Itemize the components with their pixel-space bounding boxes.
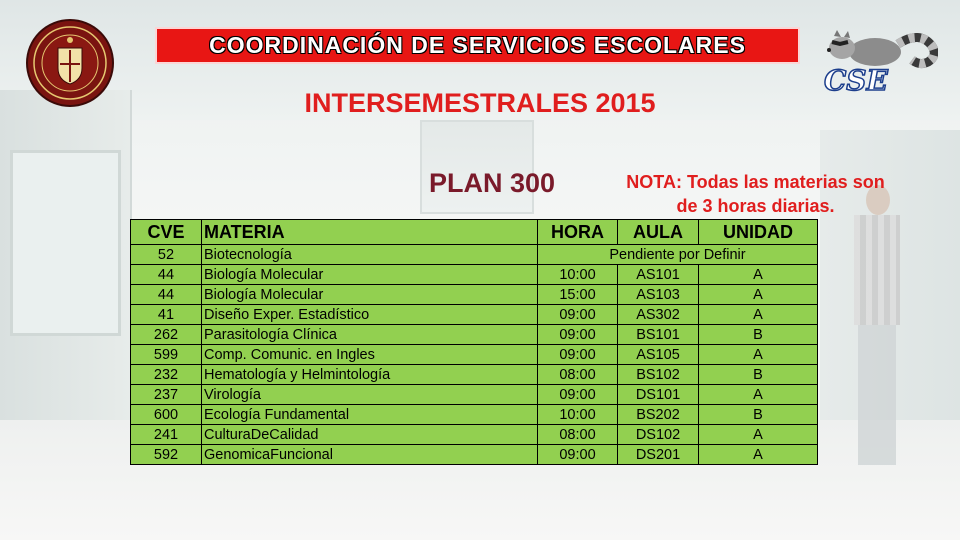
cell-cve: 599 (131, 345, 202, 365)
cell-hora: 09:00 (538, 445, 618, 465)
cell-cve: 262 (131, 325, 202, 345)
table-row (131, 265, 818, 285)
plan-label: PLAN 300 (429, 168, 556, 198)
cell-hora: 09:00 (538, 325, 618, 345)
cell-materia: Hematología y Helmintología (202, 365, 538, 385)
cell-aula: BS202 (618, 405, 699, 425)
cell-materia: Ecología Fundamental (202, 405, 538, 425)
cell-unidad: A (699, 305, 818, 325)
cse-raccoon-logo (820, 26, 938, 98)
header-cve: CVE (131, 220, 202, 245)
bg-person (848, 185, 904, 465)
cell-unidad: A (699, 385, 818, 405)
table-row (131, 325, 818, 345)
cell-cve: 600 (131, 405, 202, 425)
cell-cve: 44 (131, 265, 202, 285)
cell-hora: 08:00 (538, 365, 618, 385)
header-aula: AULA (618, 220, 699, 245)
cell-unidad: A (699, 345, 818, 365)
table-row (131, 445, 818, 465)
cell-unidad: B (699, 365, 818, 385)
cell-cve: 44 (131, 285, 202, 305)
cell-materia: GenomicaFuncional (202, 445, 538, 465)
header-materia: MATERIA (202, 220, 538, 245)
cell-hora: 09:00 (538, 305, 618, 325)
cell-aula: DS101 (618, 385, 699, 405)
cell-materia: Parasitología Clínica (202, 325, 538, 345)
cell-hora: 09:00 (538, 345, 618, 365)
table-row (131, 245, 818, 265)
cse-logo-text: CSE (824, 64, 888, 97)
cell-aula: AS103 (618, 285, 699, 305)
note-line-2: de 3 horas diarias. (676, 196, 835, 216)
cell-unidad: A (699, 445, 818, 465)
cell-hora: 10:00 (538, 265, 618, 285)
cell-materia: Comp. Comunic. en Ingles (202, 345, 538, 365)
cell-materia: Biología Molecular (202, 265, 538, 285)
university-seal-logo (25, 18, 115, 108)
cell-aula: AS105 (618, 345, 699, 365)
table-row (131, 425, 818, 445)
cell-aula: AS302 (618, 305, 699, 325)
cell-aula: BS102 (618, 365, 699, 385)
cell-materia: Biotecnología (202, 245, 538, 265)
title-banner (155, 27, 800, 64)
cell-hora: 09:00 (538, 385, 618, 405)
cell-pending-status: Pendiente por Definir (538, 245, 818, 265)
cell-hora: 08:00 (538, 425, 618, 445)
schedule-table (130, 219, 818, 465)
header-unidad: UNIDAD (699, 220, 818, 245)
table-row (131, 285, 818, 305)
table-row (131, 405, 818, 425)
cell-unidad: B (699, 325, 818, 345)
note-text (598, 170, 913, 218)
cell-cve: 241 (131, 425, 202, 445)
note-line-1: NOTA: Todas las materias son (626, 172, 885, 192)
bg-door (420, 120, 534, 214)
bg-person-torso (854, 215, 900, 325)
banner-title: COORDINACIÓN DE SERVICIOS ESCOLARES (209, 32, 746, 58)
page-subtitle: INTERSEMESTRALES 2015 (304, 88, 656, 118)
table-row (131, 385, 818, 405)
cell-cve: 52 (131, 245, 202, 265)
cell-cve: 237 (131, 385, 202, 405)
table-row (131, 365, 818, 385)
cell-materia: Diseño Exper. Estadístico (202, 305, 538, 325)
cell-aula: BS101 (618, 325, 699, 345)
cell-materia: Virología (202, 385, 538, 405)
cell-aula: AS101 (618, 265, 699, 285)
cell-unidad: A (699, 265, 818, 285)
cell-unidad: B (699, 405, 818, 425)
cell-unidad: A (699, 425, 818, 445)
cell-aula: DS201 (618, 445, 699, 465)
cell-materia: Biología Molecular (202, 285, 538, 305)
table-header-row (131, 220, 818, 245)
cell-hora: 15:00 (538, 285, 618, 305)
cell-cve: 41 (131, 305, 202, 325)
cell-unidad: A (699, 285, 818, 305)
bg-window (10, 150, 121, 336)
table-row (131, 305, 818, 325)
cell-materia: CulturaDeCalidad (202, 425, 538, 445)
cell-hora: 10:00 (538, 405, 618, 425)
bg-person-legs (858, 325, 896, 465)
cell-cve: 232 (131, 365, 202, 385)
header-hora: HORA (538, 220, 618, 245)
table-row (131, 345, 818, 365)
cell-cve: 592 (131, 445, 202, 465)
cell-aula: DS102 (618, 425, 699, 445)
